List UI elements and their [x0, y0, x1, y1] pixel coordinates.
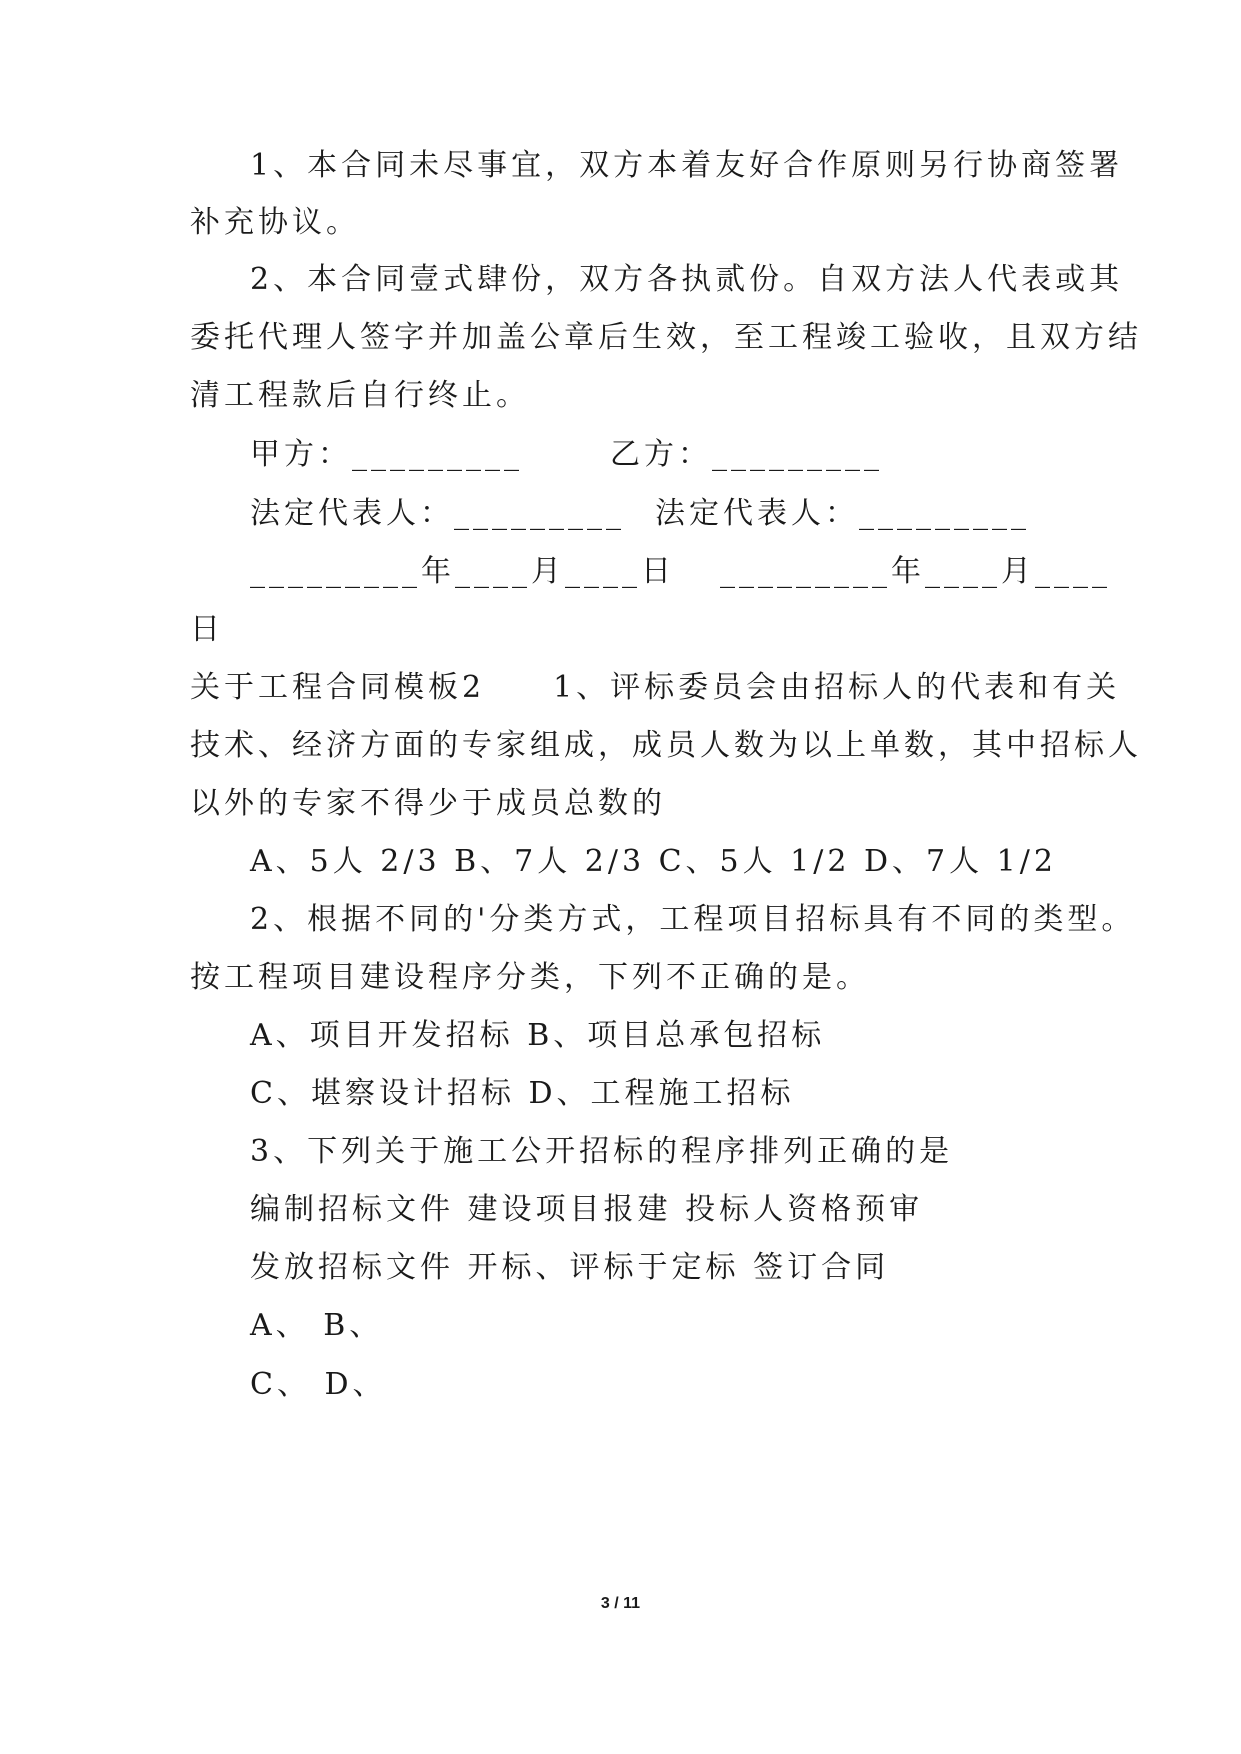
paragraph-line: 以外的专家不得少于成员总数的	[190, 786, 666, 821]
paragraph-line: 2、本合同壹式肆份，双方各执贰份。自双方法人代表或其	[250, 262, 1124, 297]
answer-options: A、5人 2/3 B、7人 2/3 C、5人 1/2 D、7人 1/2	[250, 844, 1057, 879]
paragraph-line: 补充协议。	[190, 205, 360, 240]
party-b-signature: 乙方：_________	[610, 437, 883, 472]
answer-options: A、项目开发招标 B、项目总承包招标	[250, 1018, 826, 1053]
party-a-signature: 甲方：_________	[250, 437, 523, 472]
paragraph-line: 2、根据不同的'分类方式，工程项目招标具有不同的类型。	[250, 902, 1136, 937]
answer-options: C、堪察设计招标 D、工程施工招标	[250, 1076, 795, 1111]
paragraph-line: 按工程项目建设程序分类，下列不正确的是。	[190, 960, 870, 995]
paragraph-line: 委托代理人签字并加盖公章后生效，至工程竣工验收，且双方结	[190, 320, 1142, 355]
paragraph-line: 日	[190, 612, 224, 647]
paragraph-line: 3、下列关于施工公开招标的程序排列正确的是	[250, 1134, 954, 1169]
section-heading-line: 关于工程合同模板2 1、评标委员会由招标人的代表和有关	[190, 670, 1121, 705]
party-a-date: _________年____月____日	[250, 554, 675, 589]
paragraph-line: 编制招标文件 建设项目报建 投标人资格预审	[250, 1192, 924, 1227]
party-b-representative: 法定代表人：_________	[655, 496, 1030, 531]
paragraph-line: 清工程款后自行终止。	[190, 378, 530, 413]
paragraph-line: 1、本合同未尽事宜，双方本着友好合作原则另行协商签署	[250, 148, 1124, 183]
party-b-date: _________年____月____	[720, 554, 1111, 589]
answer-options: C、 D、	[250, 1367, 387, 1402]
paragraph-line: 发放招标文件 开标、评标于定标 签订合同	[250, 1250, 890, 1285]
answer-options: A、 B、	[250, 1308, 384, 1343]
paragraph-line: 技术、经济方面的专家组成，成员人数为以上单数，其中招标人	[190, 728, 1142, 763]
party-a-representative: 法定代表人：_________	[250, 496, 625, 531]
page-number: 3 / 11	[600, 1595, 641, 1612]
